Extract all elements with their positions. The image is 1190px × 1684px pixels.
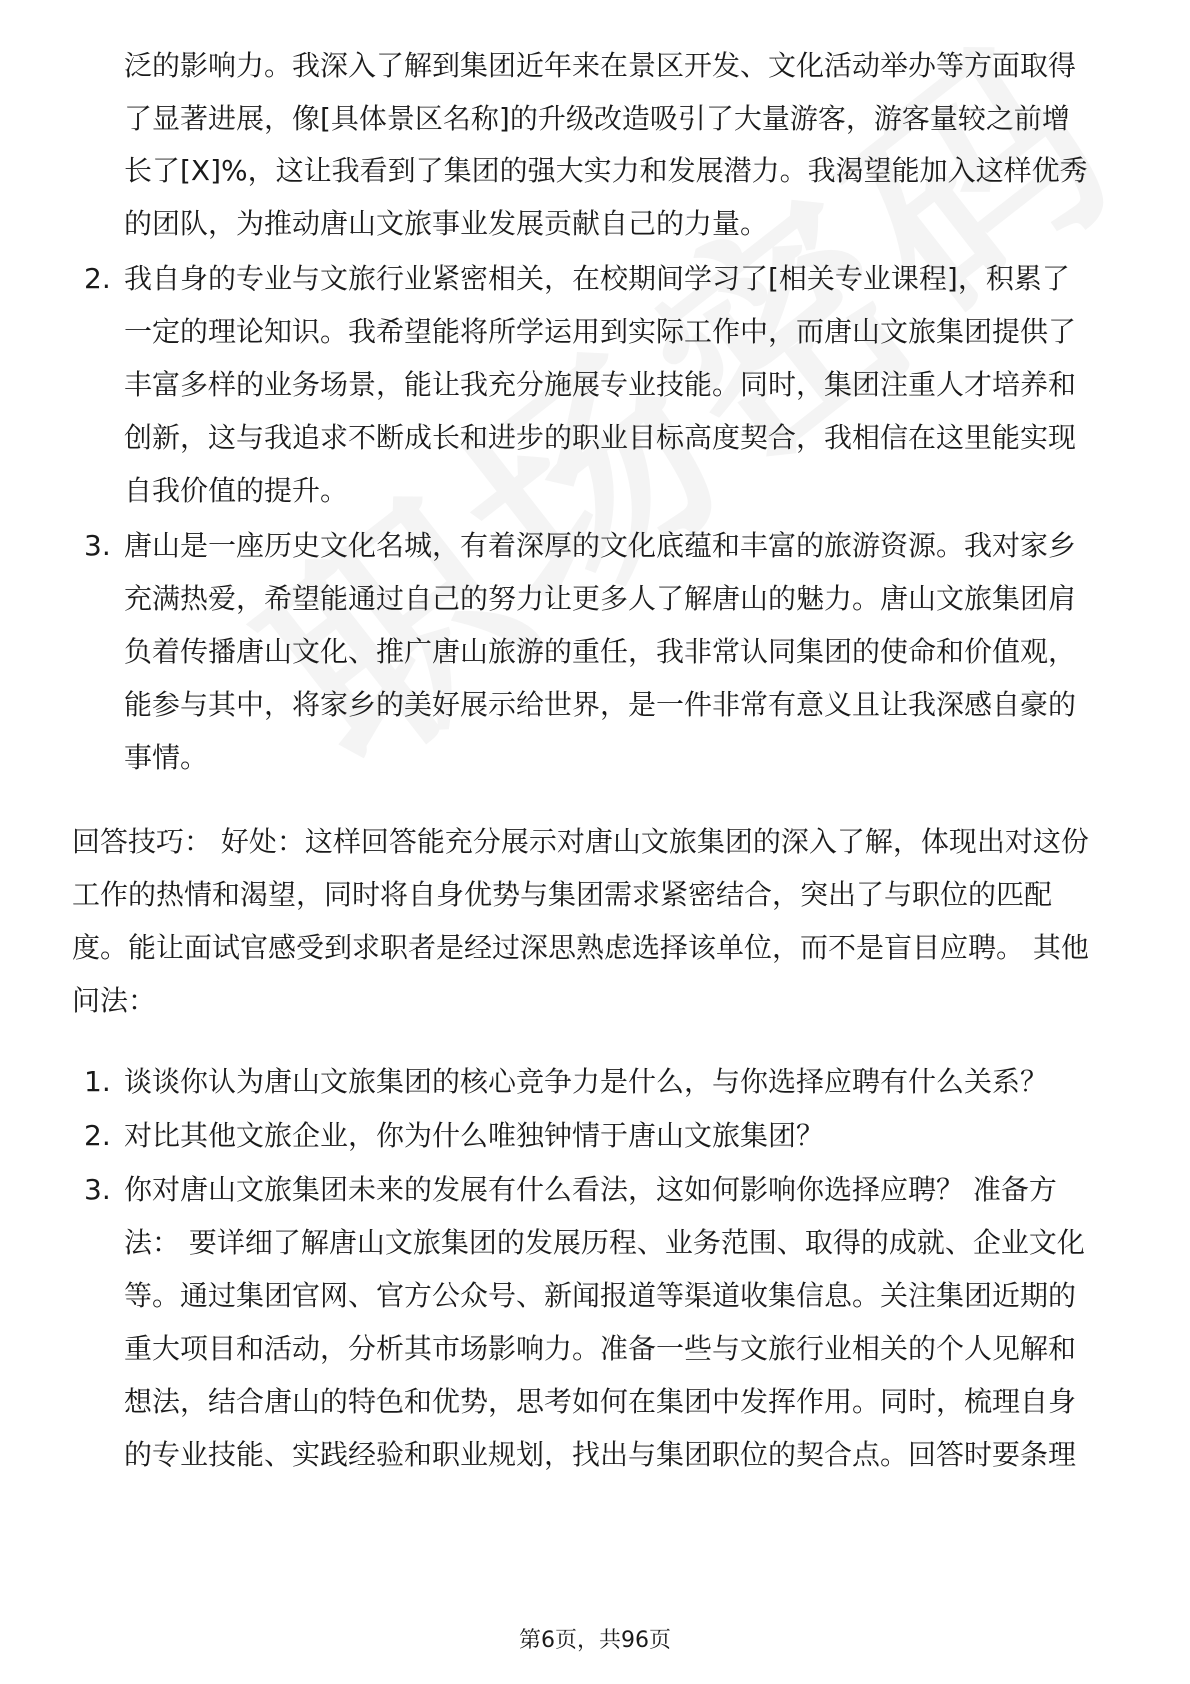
list-number: 3. <box>84 1173 111 1206</box>
text-line: 负着传播唐山文化、推广唐山旅游的重任，我非常认同集团的使命和价值观， <box>124 635 1077 668</box>
text-line: 对比其他文旅企业，你为什么唯独钟情于唐山文旅集团？ <box>124 1119 825 1152</box>
text-line: 自我价值的提升。 <box>124 474 349 507</box>
text-line: 创新，这与我追求不断成长和进步的职业目标高度契合，我相信在这里能实现 <box>124 421 1077 454</box>
list-number: 2. <box>84 1119 111 1152</box>
text-line: 的专业技能、实践经验和职业规划，找出与集团职位的契合点。回答时要条理 <box>124 1438 1077 1471</box>
text-line: 一定的理论知识。我希望能将所学运用到实际工作中，而唐山文旅集团提供了 <box>124 315 1077 348</box>
text-line: 谈谈你认为唐山文旅集团的核心竞争力是什么，与你选择应聘有什么关系？ <box>124 1065 1049 1098</box>
text-line: 事情。 <box>124 741 209 774</box>
text-line: 泛的影响力。我深入了解到集团近年来在景区开发、文化活动举办等方面取得 <box>124 49 1077 82</box>
text-line: 长了[X]%，这让我看到了集团的强大实力和发展潜力。我渴望能加入这样优秀 <box>124 154 1088 187</box>
text-line: 能参与其中，将家乡的美好展示给世界，是一件非常有意义且让我深感自豪的 <box>124 688 1077 721</box>
text-line: 你对唐山文旅集团未来的发展有什么看法，这如何影响你选择应聘？ 准备方 <box>124 1173 1057 1206</box>
text-line: 度。能让面试官感受到求职者是经过深思熟虑选择该单位，而不是盲目应聘。 其他 <box>72 931 1089 964</box>
page-number: 第6页，共96页 <box>519 1628 671 1653</box>
list-number: 1. <box>84 1065 111 1098</box>
text-line: 重大项目和活动，分析其市场影响力。准备一些与文旅行业相关的个人见解和 <box>124 1332 1077 1365</box>
text-line: 等。通过集团官网、官方公众号、新闻报道等渠道收集信息。关注集团近期的 <box>124 1279 1077 1312</box>
list-number: 2. <box>84 262 111 295</box>
text-line: 我自身的专业与文旅行业紧密相关，在校期间学习了[相关专业课程]，积累了 <box>124 262 1070 295</box>
text-line: 充满热爱，希望能通过自己的努力让更多人了解唐山的魅力。唐山文旅集团肩 <box>124 582 1077 615</box>
text-line: 工作的热情和渴望，同时将自身优势与集团需求紧密结合，突出了与职位的匹配 <box>72 878 1053 911</box>
text-line: 问法： <box>72 984 157 1017</box>
text-line: 回答技巧： 好处：这样回答能充分展示对唐山文旅集团的深入了解，体现出对这份 <box>72 825 1089 858</box>
text-line: 的团队，为推动唐山文旅事业发展贡献自己的力量。 <box>124 207 769 240</box>
list-number: 3. <box>84 529 111 562</box>
text-line: 想法，结合唐山的特色和优势，思考如何在集团中发挥作用。同时，梳理自身 <box>124 1385 1077 1418</box>
text-line: 了显著进展，像[具体景区名称]的升级改造吸引了大量游客，游客量较之前增 <box>124 102 1070 135</box>
text-line: 丰富多样的业务场景，能让我充分施展专业技能。同时，集团注重人才培养和 <box>124 368 1077 401</box>
text-line: 唐山是一座历史文化名城，有着深厚的文化底蕴和丰富的旅游资源。我对家乡 <box>124 529 1077 562</box>
text-line: 法： 要详细了解唐山文旅集团的发展历程、业务范围、取得的成就、企业文化 <box>124 1226 1085 1259</box>
